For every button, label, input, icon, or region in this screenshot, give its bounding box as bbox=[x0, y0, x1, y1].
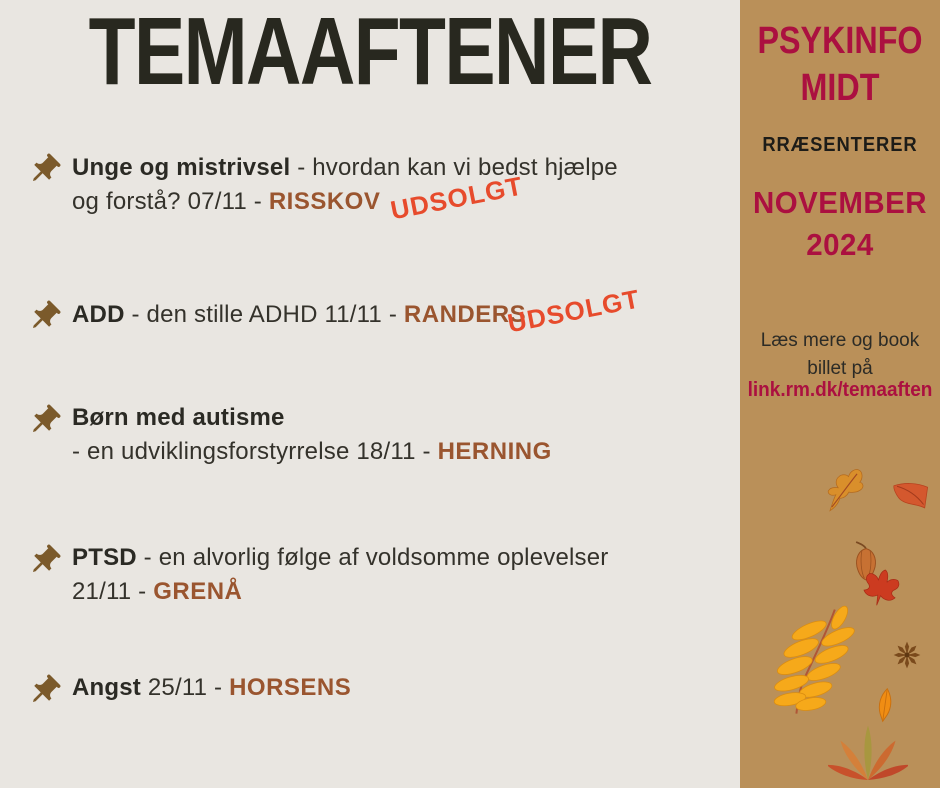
month-line-2: 2024 bbox=[806, 227, 874, 262]
rowan-leaf-image bbox=[766, 596, 862, 728]
event-text: - hvordan kan vi bedst hjælpe bbox=[290, 154, 618, 181]
event-item bbox=[72, 671, 351, 705]
event-text: 21/11 - bbox=[72, 578, 154, 605]
event-venue: RISSKOV bbox=[268, 188, 381, 215]
event-venue: RANDERS bbox=[403, 301, 527, 328]
brand-name bbox=[755, 18, 925, 112]
booking-link[interactable]: link.rm.dk/temaaften bbox=[747, 379, 933, 401]
event-line bbox=[72, 435, 552, 469]
event-venue: HORSENS bbox=[229, 674, 352, 701]
sidebar bbox=[740, 0, 940, 788]
poster-title: TEMAAFTENER bbox=[88, 0, 652, 105]
pushpin-icon bbox=[26, 299, 62, 335]
event-line bbox=[72, 575, 608, 609]
presents-label: RRÆSENTERER bbox=[762, 134, 918, 156]
star-anise-image bbox=[892, 640, 922, 670]
brand-line-1: PSYKINFO bbox=[757, 20, 923, 62]
event-title: PTSD bbox=[72, 544, 137, 571]
pushpin-icon bbox=[26, 673, 62, 709]
soldout-badge: UDSOLGT bbox=[388, 170, 526, 226]
soldout-badge: UDSOLGT bbox=[505, 283, 643, 339]
event-text: og forstå? 07/11 - bbox=[72, 188, 269, 215]
event-title: ADD bbox=[72, 301, 125, 328]
pushpin-icon bbox=[26, 543, 62, 579]
event-item bbox=[72, 541, 608, 609]
event-line bbox=[72, 298, 526, 332]
event-line bbox=[72, 151, 618, 185]
event-line bbox=[72, 541, 608, 575]
event-item bbox=[72, 151, 618, 219]
oak-leaf-image bbox=[812, 459, 876, 519]
event-title: Børn med autisme bbox=[72, 404, 285, 431]
event-venue: GRENÅ bbox=[153, 578, 243, 605]
month-label bbox=[745, 182, 935, 266]
event-item bbox=[72, 401, 552, 469]
brand-line-2: MIDT bbox=[800, 67, 880, 109]
cta-line-1: Læs mere og book bbox=[760, 330, 920, 351]
event-line bbox=[72, 401, 552, 435]
cta-text bbox=[740, 327, 940, 383]
event-text: 25/11 - bbox=[141, 674, 230, 701]
red-leaf-image bbox=[888, 478, 930, 515]
event-line bbox=[72, 185, 618, 219]
event-title: Angst bbox=[72, 674, 141, 701]
event-venue: HERNING bbox=[437, 438, 552, 465]
event-item bbox=[72, 298, 526, 332]
cta-line-2: billet på bbox=[807, 358, 873, 379]
creeper-leaf-image bbox=[828, 716, 908, 788]
pushpin-icon bbox=[26, 152, 62, 188]
month-line-1: NOVEMBER bbox=[753, 185, 927, 220]
pushpin-icon bbox=[26, 403, 62, 439]
event-line bbox=[72, 671, 351, 705]
event-text: - en udviklingsforstyrrelse 18/11 - bbox=[72, 438, 438, 465]
event-text: - den stille ADHD 11/11 - bbox=[124, 301, 404, 328]
event-title: Unge og mistrivsel bbox=[72, 154, 291, 181]
event-text: - en alvorlig følge af voldsomme oplevelser bbox=[136, 544, 609, 571]
